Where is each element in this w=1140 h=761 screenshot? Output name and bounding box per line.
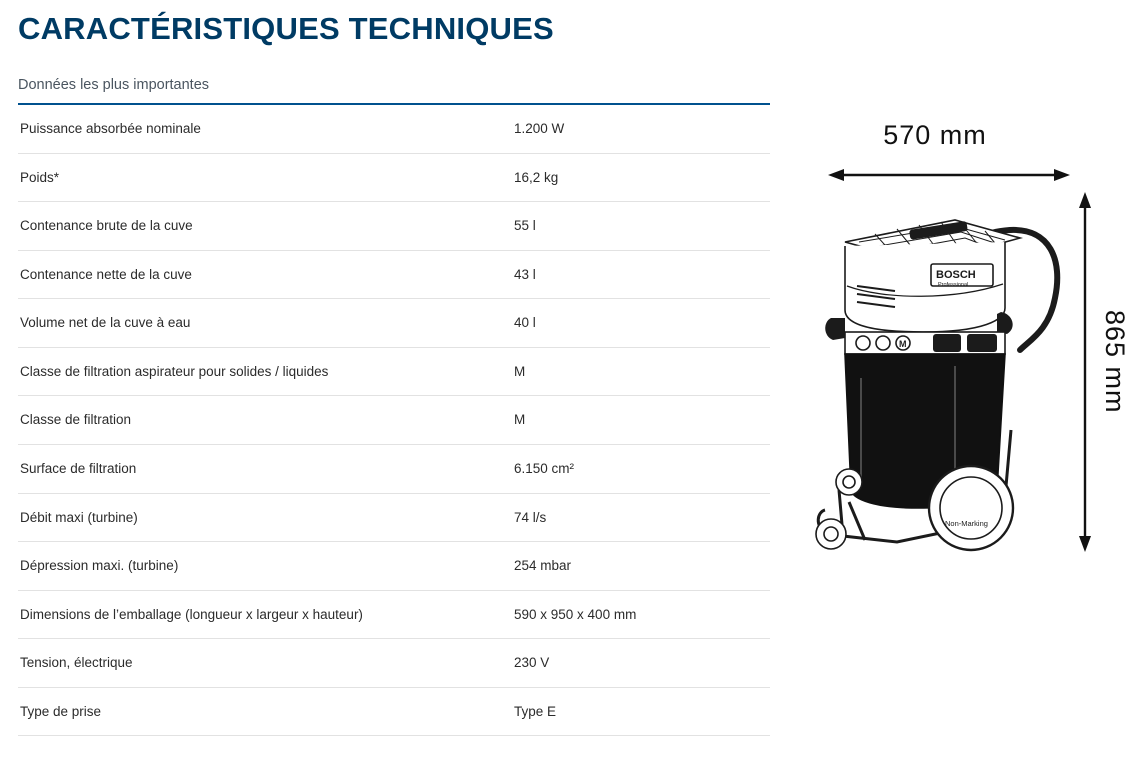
table-row: [18, 639, 770, 688]
width-dimension-label: 570 mm: [883, 120, 987, 150]
specifications-section: [18, 0, 770, 736]
svg-text:BOSCH: BOSCH: [936, 269, 976, 281]
specifications-table-body: [18, 104, 770, 736]
height-dimension-arrow: [1076, 192, 1094, 552]
table-row: [18, 542, 770, 591]
spec-value: 6.150 cm²: [514, 461, 575, 477]
spec-label: Contenance brute de la cuve: [20, 218, 193, 234]
spec-label: Classe de filtration aspirateur pour solides / liquides: [20, 363, 329, 379]
spec-value: M: [514, 412, 526, 428]
table-row: [18, 202, 770, 251]
spec-label: Poids*: [20, 169, 60, 185]
table-row: [18, 396, 770, 445]
spec-label: Dimensions de l’emballage (longueur x largeur x hauteur): [20, 606, 363, 622]
spec-label: Classe de filtration: [20, 412, 132, 428]
spec-value: 43 l: [514, 266, 536, 282]
spec-value: 1.200 W: [514, 121, 565, 137]
width-dimension-arrow: [828, 166, 1070, 184]
table-row: [18, 687, 770, 736]
spec-value: M: [514, 363, 526, 379]
spec-label: Volume net de la cuve à eau: [20, 315, 191, 331]
specifications-table: [18, 103, 770, 736]
table-row: [18, 445, 770, 494]
table-row: [18, 153, 770, 202]
spec-value: 16,2 kg: [514, 169, 559, 185]
spec-value: 254 mbar: [514, 558, 572, 574]
spec-label: Puissance absorbée nominale: [20, 121, 201, 137]
vacuum-cleaner-illustration: [805, 190, 1075, 560]
svg-text:M: M: [899, 339, 907, 349]
table-row: [18, 590, 770, 639]
spec-value: 590 x 950 x 400 mm: [514, 606, 637, 622]
table-row: [18, 250, 770, 299]
svg-text:Non-Marking: Non-Marking: [945, 519, 988, 528]
svg-text:Professional: Professional: [938, 282, 969, 288]
table-row: [18, 104, 770, 153]
spec-value: 230 V: [514, 655, 550, 671]
spec-label: Tension, électrique: [20, 655, 133, 671]
height-dimension-label: 865 mm: [1100, 310, 1130, 414]
product-dimension-drawing: [800, 120, 1130, 590]
spec-value: 74 l/s: [514, 509, 547, 525]
spec-value: 55 l: [514, 218, 536, 234]
spec-value: 40 l: [514, 315, 536, 331]
table-row: [18, 493, 770, 542]
spec-label: Débit maxi (turbine): [20, 509, 138, 525]
spec-label: Contenance nette de la cuve: [20, 266, 192, 282]
table-row: [18, 299, 770, 348]
spec-value: Type E: [514, 703, 557, 719]
spec-label: Surface de filtration: [20, 461, 137, 477]
page-title: CARACTÉRISTIQUES TECHNIQUES: [18, 11, 554, 46]
table-row: [18, 347, 770, 396]
section-subtitle: Données les plus importantes: [18, 77, 210, 94]
spec-label: Dépression maxi. (turbine): [20, 558, 179, 574]
spec-label: Type de prise: [20, 703, 102, 719]
